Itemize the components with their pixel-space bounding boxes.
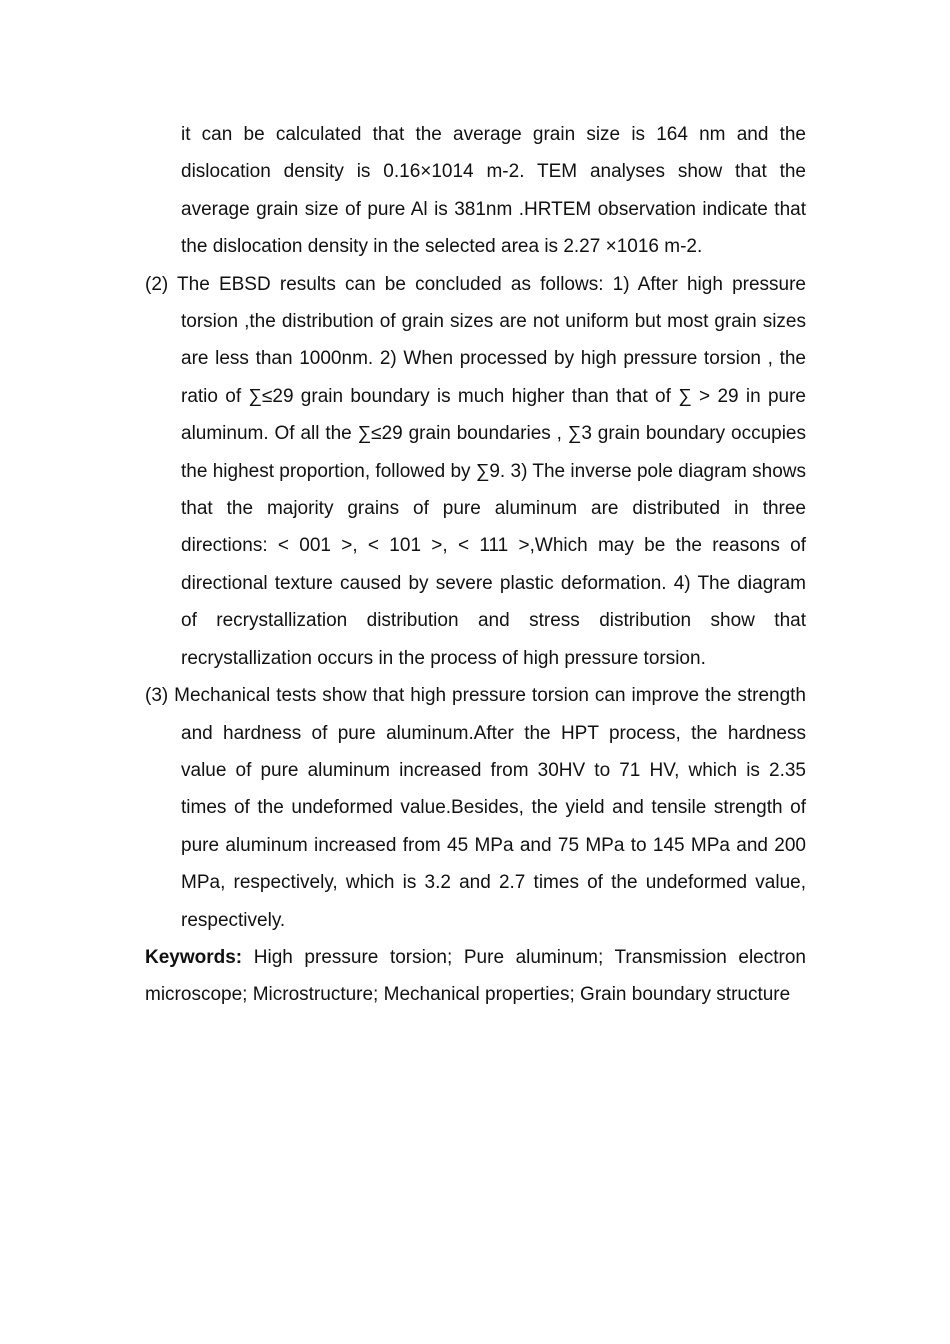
keywords-text: High pressure torsion; Pure aluminum; Transmission electron microscope; Microstructure; Mechanical properties; Grain boundary structure	[145, 946, 806, 1006]
paragraph-continuation: it can be calculated that the average grain size is 164 nm and the dislocation density is 0.16×1014 m-2. TEM analyses show that the average grain size of pure Al is 381nm .HRTEM observation indicate that the dislocation density in the selected area is 2.27 ×1016 m-2.	[181, 124, 806, 258]
document-body	[145, 116, 806, 1014]
keywords-paragraph	[145, 939, 806, 1014]
paragraph-mechanical-tests: (3) Mechanical tests show that high pressure torsion can improve the strength and hardness of pure aluminum.After the HPT process, the hardness value of pure aluminum increased from 30HV to 71 HV, which is 2.35 times of the undeformed value.Besides, the yield and tensile strength of pure aluminum increased from 45 MPa and 75 MPa to 145 MPa and 200 MPa, respectively, which is 3.2 and 2.7 times of the undeformed value, respectively.	[145, 685, 806, 931]
keywords-label: Keywords:	[145, 946, 243, 968]
paragraph-ebsd-results: (2) The EBSD results can be concluded as follows: 1) After high pressure torsion ,the distribution of grain sizes are not uniform but most grain sizes are less than 1000nm. 2) When processed by high pressure torsion , the ratio of ∑≤29 grain boundary is much higher than that of ∑ > 29 in pure aluminum. Of all the ∑≤29 grain boundaries , ∑3 grain boundary occupies the highest proportion, followed by ∑9. 3) The inverse pole diagram shows that the majority grains of pure aluminum are distributed in three directions: < 001 >, < 101 >, < 111 >,Which may be the reasons of directional texture caused by severe plastic deformation. 4) The diagram of recrystallization distribution and stress distribution show that recrystallization occurs in the process of high pressure torsion.	[145, 273, 806, 669]
